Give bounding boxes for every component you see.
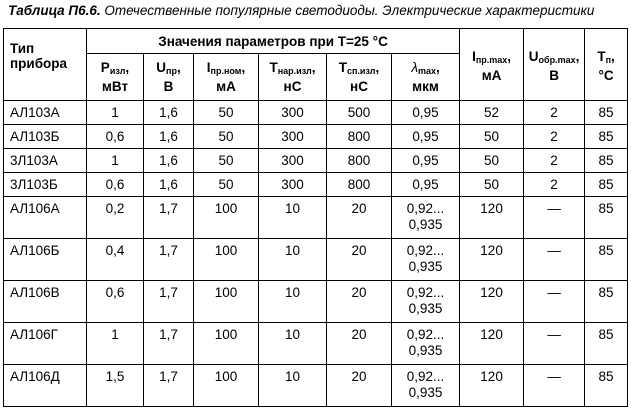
- cell-tn: 300: [259, 149, 327, 173]
- cell-t: 85: [585, 365, 628, 407]
- cell-uobr: —: [524, 323, 585, 365]
- cell-imax: 120: [460, 239, 524, 281]
- table-row: [4, 365, 628, 407]
- header-param-unit: мкм: [412, 79, 439, 94]
- param-subscript: max: [417, 66, 436, 76]
- cell-u: 1,7: [144, 323, 194, 365]
- cell-uobr: 2: [524, 101, 585, 125]
- cell-wavelength: [392, 173, 460, 197]
- header-param: [144, 54, 194, 101]
- cell-t: 85: [585, 101, 628, 125]
- cell-imax: 50: [460, 149, 524, 173]
- header-param-symbol: [524, 49, 584, 68]
- cell-device-name: АЛ106В: [4, 281, 87, 323]
- cell-p: 1: [87, 101, 144, 125]
- cell-p: 1: [87, 149, 144, 173]
- cell-i: 50: [194, 149, 259, 173]
- cell-t: 85: [585, 173, 628, 197]
- header-param-unit: мА: [481, 68, 502, 83]
- cell-p: 1,5: [87, 365, 144, 407]
- table-row: [4, 239, 628, 281]
- cell-i: 50: [194, 101, 259, 125]
- param-symbol: U: [156, 60, 167, 75]
- param-subscript: пр: [166, 66, 177, 76]
- cell-uobr: —: [524, 239, 585, 281]
- cell-uobr: —: [524, 365, 585, 407]
- cell-u: 1,7: [144, 281, 194, 323]
- cell-t: 85: [585, 281, 628, 323]
- param-symbol: T: [338, 60, 347, 75]
- cell-ts: 800: [327, 125, 392, 149]
- cell-t: 85: [585, 239, 628, 281]
- cell-ts: 20: [327, 239, 392, 281]
- wavelength-value: 0,92...: [406, 327, 445, 342]
- cell-p: 0,4: [87, 239, 144, 281]
- cell-device-name: АЛ106Б: [4, 239, 87, 281]
- cell-tn: 10: [259, 365, 327, 407]
- header-param: [87, 54, 144, 101]
- cell-imax: 50: [460, 125, 524, 149]
- cell-wavelength: [392, 125, 460, 149]
- cell-device-name: АЛ103Б: [4, 125, 87, 149]
- cell-wavelength: [392, 239, 460, 281]
- cell-imax: 120: [460, 197, 524, 239]
- header-param-symbol: [259, 60, 326, 79]
- cell-u: 1,6: [144, 125, 194, 149]
- header-param-symbol: [144, 60, 193, 79]
- cell-ts: 800: [327, 173, 392, 197]
- cell-p: 1: [87, 323, 144, 365]
- param-subscript: обр.max: [538, 55, 576, 65]
- param-symbol: T: [597, 49, 606, 64]
- cell-i: 50: [194, 173, 259, 197]
- cell-uobr: —: [524, 197, 585, 239]
- header-param-symbol: [327, 60, 391, 79]
- wavelength-value: 0,92...: [406, 285, 445, 300]
- param-symbol: λ: [411, 60, 418, 75]
- param-separator: ,: [375, 60, 380, 75]
- cell-device-name: АЛ106Г: [4, 323, 87, 365]
- param-subscript: пр.max: [475, 55, 508, 65]
- param-separator: ,: [311, 60, 316, 75]
- cell-wavelength: [392, 281, 460, 323]
- wavelength-value: 0,92...: [406, 201, 445, 216]
- header-param-unit: нС: [283, 79, 302, 94]
- header-param-unit: нС: [350, 79, 368, 94]
- cell-device-name: 3Л103Б: [4, 173, 87, 197]
- param-separator: ,: [125, 60, 130, 75]
- wavelength-value: 0,95: [412, 105, 439, 120]
- param-separator: ,: [611, 49, 615, 64]
- table-row: [4, 197, 628, 239]
- wavelength-value: 0,95: [412, 153, 439, 168]
- cell-wavelength: [392, 323, 460, 365]
- param-subscript: пр.ном: [210, 66, 242, 76]
- cell-wavelength: [392, 101, 460, 125]
- wavelength-value: 0,92...: [406, 243, 445, 258]
- header-param-symbol: [460, 49, 523, 68]
- param-separator: ,: [435, 60, 440, 75]
- param-separator: ,: [575, 49, 580, 64]
- cell-p: 0,2: [87, 197, 144, 239]
- wavelength-value: 0,95: [412, 129, 439, 144]
- header-extra: [524, 29, 585, 101]
- cell-i: 50: [194, 125, 259, 149]
- cell-uobr: —: [524, 281, 585, 323]
- cell-uobr: 2: [524, 149, 585, 173]
- cell-wavelength: [392, 365, 460, 407]
- cell-u: 1,7: [144, 239, 194, 281]
- header-param: [327, 54, 392, 101]
- header-param-symbol: [392, 60, 459, 79]
- param-separator: ,: [241, 60, 246, 75]
- cell-wavelength: [392, 197, 460, 239]
- cell-p: 0,6: [87, 125, 144, 149]
- cell-device-name: АЛ103А: [4, 101, 87, 125]
- cell-device-name: АЛ106А: [4, 197, 87, 239]
- header-param-symbol: [194, 60, 258, 79]
- cell-p: 0,6: [87, 173, 144, 197]
- header-param-unit: В: [549, 68, 559, 83]
- cell-ts: 20: [327, 197, 392, 239]
- cell-tn: 300: [259, 173, 327, 197]
- cell-t: 85: [585, 197, 628, 239]
- wavelength-value: 0,95: [412, 177, 439, 192]
- cell-ts: 500: [327, 101, 392, 125]
- cell-imax: 120: [460, 323, 524, 365]
- cell-imax: 52: [460, 101, 524, 125]
- cell-t: 85: [585, 125, 628, 149]
- header-param-unit: В: [163, 79, 174, 94]
- cell-t: 85: [585, 149, 628, 173]
- table-row: [4, 101, 628, 125]
- param-symbol: T: [269, 60, 278, 75]
- header-type-line2: прибора: [10, 56, 68, 71]
- header-extra: [460, 29, 524, 101]
- caption-text: Отечественные популярные светодиоды. Электрические характеристики: [100, 3, 595, 18]
- table-caption: [8, 3, 594, 18]
- cell-ts: 20: [327, 365, 392, 407]
- header-param: [194, 54, 259, 101]
- header-param-symbol: [87, 60, 143, 79]
- cell-u: 1,6: [144, 173, 194, 197]
- wavelength-value-upper: 0,935: [408, 385, 443, 400]
- cell-uobr: 2: [524, 125, 585, 149]
- param-subscript: изл: [109, 66, 126, 76]
- led-characteristics-table: [3, 28, 628, 407]
- header-param-unit: °С: [598, 68, 614, 83]
- cell-ts: 800: [327, 149, 392, 173]
- header-param-group: Значения параметров при Т=25 °С: [87, 29, 460, 54]
- header-device-type: [4, 29, 87, 101]
- cell-imax: 50: [460, 173, 524, 197]
- cell-uobr: 2: [524, 173, 585, 197]
- param-symbol: I: [206, 60, 211, 75]
- cell-imax: 120: [460, 365, 524, 407]
- table-row: [4, 323, 628, 365]
- cell-tn: 10: [259, 281, 327, 323]
- cell-i: 100: [194, 281, 259, 323]
- header-type-line1: Тип: [10, 41, 35, 56]
- cell-t: 85: [585, 323, 628, 365]
- wavelength-value-upper: 0,935: [408, 343, 443, 358]
- cell-device-name: АЛ106Д: [4, 365, 87, 407]
- cell-imax: 120: [460, 281, 524, 323]
- cell-i: 100: [194, 323, 259, 365]
- param-subscript: нар.изл: [277, 66, 312, 76]
- cell-u: 1,7: [144, 197, 194, 239]
- table-row: [4, 281, 628, 323]
- param-symbol: U: [528, 49, 539, 64]
- cell-p: 0,6: [87, 281, 144, 323]
- cell-tn: 10: [259, 239, 327, 281]
- cell-wavelength: [392, 149, 460, 173]
- cell-tn: 300: [259, 101, 327, 125]
- header-param-symbol: [585, 49, 627, 68]
- cell-u: 1,7: [144, 365, 194, 407]
- param-subscript: п: [605, 55, 612, 65]
- param-subscript: сп.изл: [346, 66, 376, 76]
- cell-ts: 20: [327, 281, 392, 323]
- cell-tn: 300: [259, 125, 327, 149]
- cell-i: 100: [194, 197, 259, 239]
- param-separator: ,: [507, 49, 512, 64]
- cell-i: 100: [194, 365, 259, 407]
- header-param: [259, 54, 327, 101]
- cell-i: 100: [194, 239, 259, 281]
- cell-tn: 10: [259, 323, 327, 365]
- wavelength-value-upper: 0,935: [408, 217, 443, 232]
- header-param-unit: мА: [216, 79, 236, 94]
- table-row: [4, 149, 628, 173]
- caption-label: Таблица П6.6.: [8, 3, 101, 18]
- header-extra: [585, 29, 628, 101]
- wavelength-value-upper: 0,935: [408, 301, 443, 316]
- table-row: [4, 125, 628, 149]
- header-param: [392, 54, 460, 101]
- cell-tn: 10: [259, 197, 327, 239]
- wavelength-value-upper: 0,935: [408, 259, 443, 274]
- param-symbol: P: [100, 60, 110, 75]
- cell-ts: 20: [327, 323, 392, 365]
- cell-u: 1,6: [144, 149, 194, 173]
- cell-device-name: 3Л103А: [4, 149, 87, 173]
- param-symbol: I: [472, 49, 476, 64]
- table-body: [4, 101, 628, 407]
- table-row: [4, 173, 628, 197]
- cell-u: 1,6: [144, 101, 194, 125]
- param-separator: ,: [176, 60, 181, 75]
- wavelength-value: 0,92...: [406, 369, 445, 384]
- header-param-unit: мВт: [101, 79, 129, 94]
